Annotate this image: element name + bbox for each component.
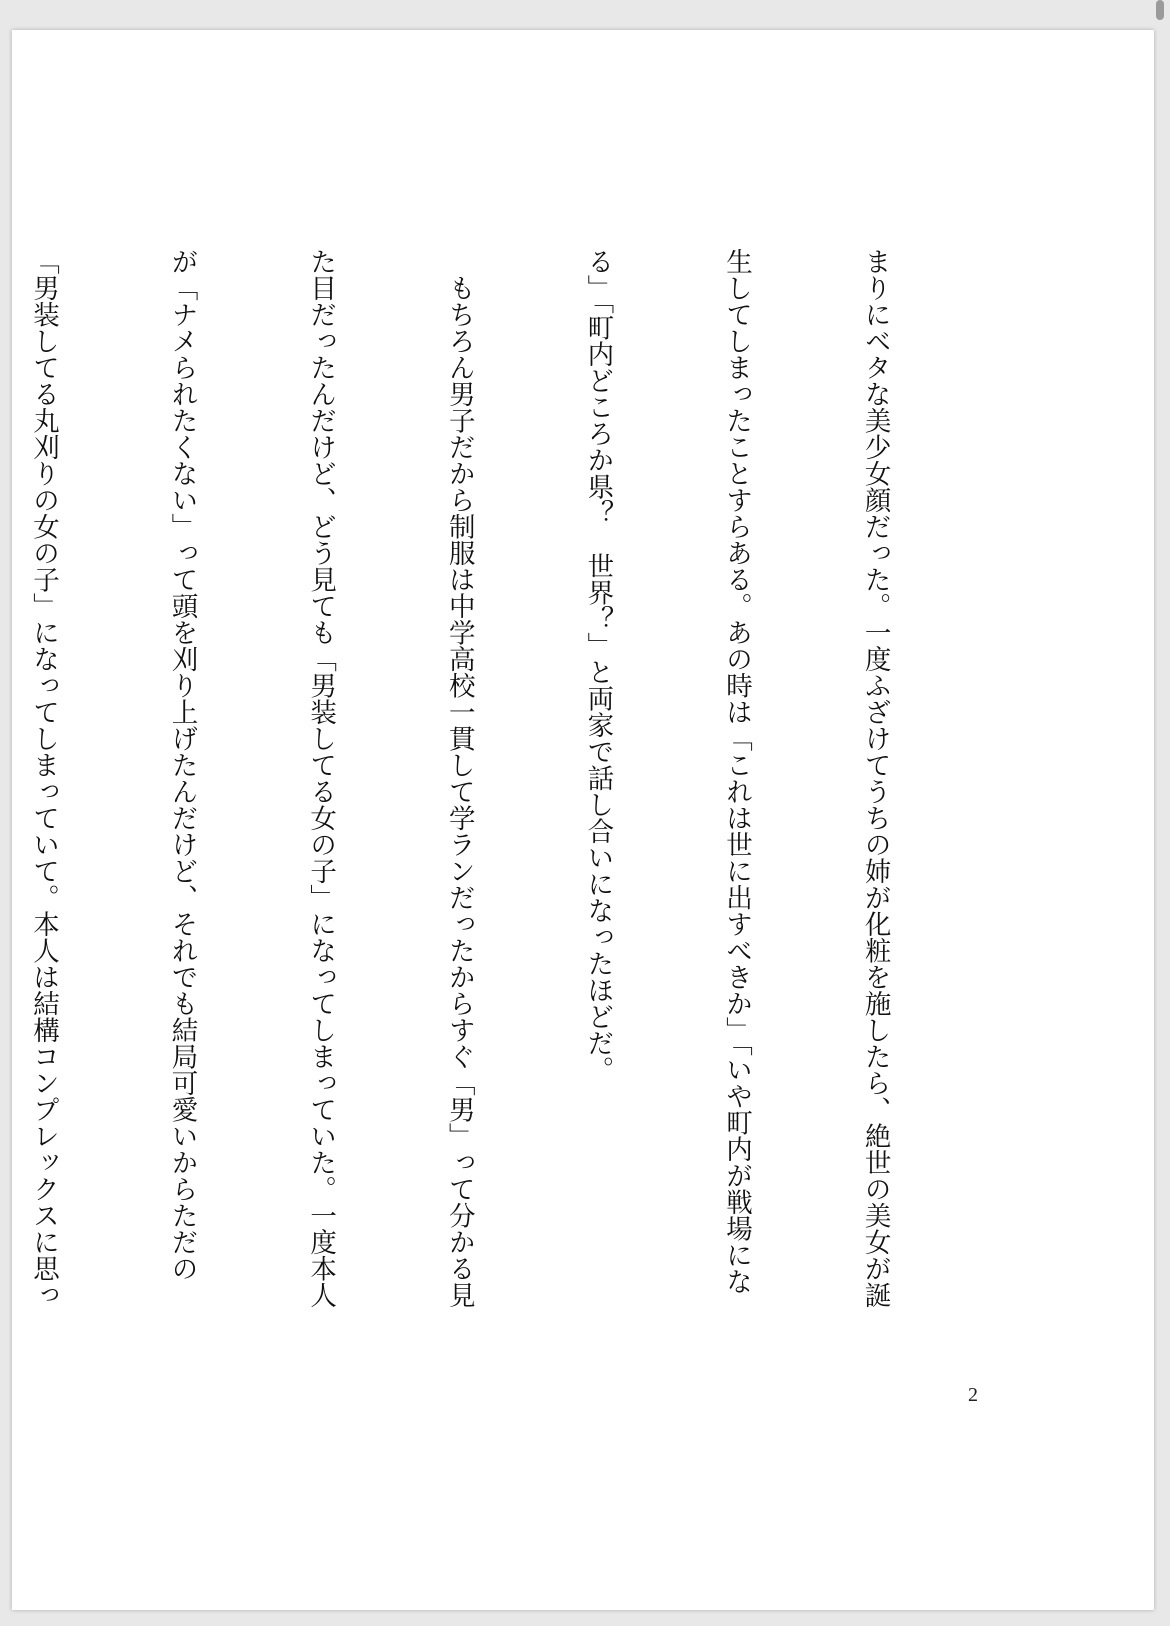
text-line: 「男装してる丸刈りの女の子」になってしまっていて。本人は結構コンプレックスに思っ	[27, 248, 59, 1308]
text-line: まりにベタな美少女顔だった。一度ふざけてうちの姉が化粧を施したら、絶世の美女が誕	[859, 248, 891, 1308]
body-text	[0, 248, 990, 1308]
scrollbar[interactable]	[1156, 0, 1164, 20]
text-line: もちろん男子だから制服は中学高校一貫して学ランだったからすぐ「男」って分かる見	[443, 248, 475, 1308]
text-line: る」「町内どころか県？ 世界？」と両家で話し合いになったほどだ。	[582, 248, 614, 1083]
text-line: が「ナメられたくない」って頭を刈り上げたんだけど、それでも結局可愛いからただの	[166, 248, 198, 1282]
text-line: 生してしまったことすらある。あの時は「これは世に出すべきか」「いや町内が戦場にな	[720, 248, 752, 1295]
page-number: 2	[968, 1384, 978, 1406]
document-page	[12, 30, 1154, 1610]
text-line: た目だったんだけど、どう見ても「男装してる女の子」になってしまっていた。一度本人	[305, 248, 337, 1308]
